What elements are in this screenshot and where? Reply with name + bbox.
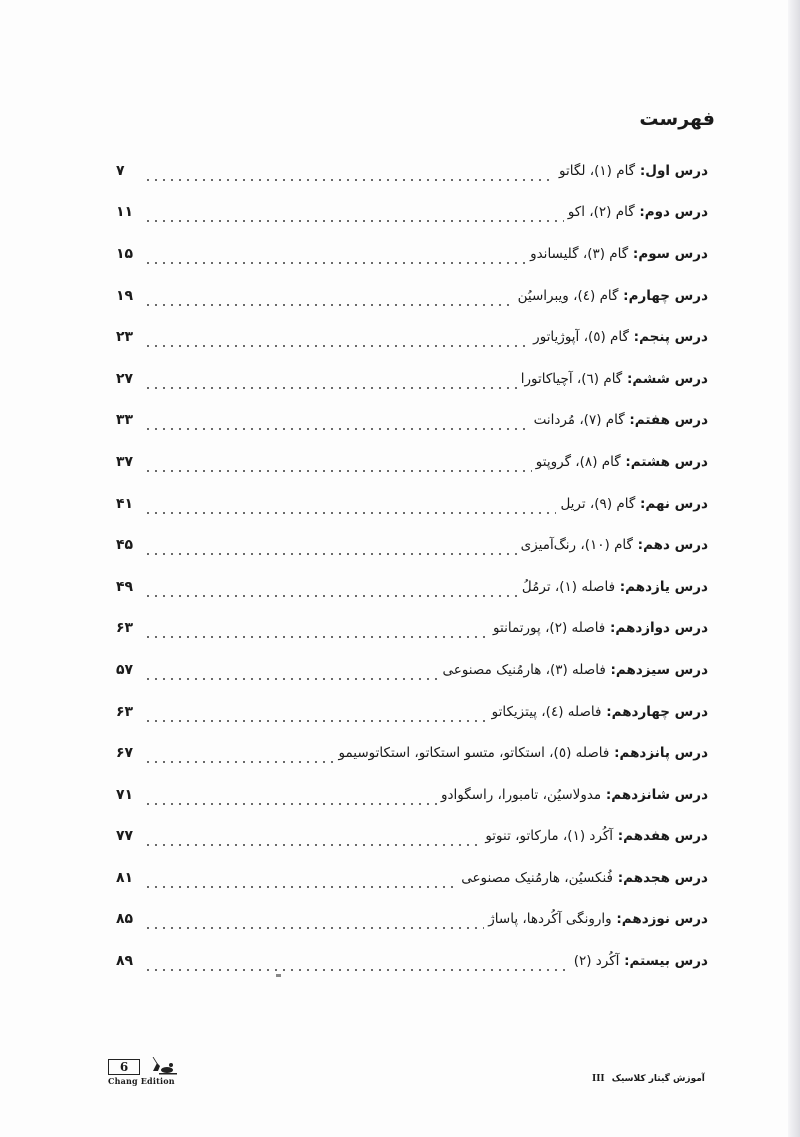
label-separator: : — [605, 661, 616, 678]
dot-leader — [144, 750, 335, 764]
toc-entry[interactable] — [116, 400, 708, 442]
toc-entry[interactable] — [116, 316, 708, 358]
entry-text — [461, 870, 708, 886]
binding-shadow — [788, 0, 800, 1137]
entry-text — [534, 412, 708, 428]
lesson-topic: گام (۱۰)، رنگ‌آمیزی — [520, 537, 633, 554]
label-separator: : — [634, 204, 645, 221]
lesson-topic: گام (٦)، آچیاکاتورا — [520, 370, 623, 387]
label-separator: : — [605, 620, 616, 637]
lesson-label: درس پانزدهم — [619, 745, 708, 762]
page-number: ۱۵ — [116, 245, 134, 262]
lesson-topic: گام (۱)، لگاتو — [559, 162, 636, 179]
label-separator: : — [609, 745, 620, 762]
lesson-label: درس دوازدهم — [615, 620, 708, 637]
toc-entry[interactable] — [116, 649, 708, 691]
page-number: ۸۹ — [116, 953, 134, 970]
toc-entry[interactable] — [116, 150, 708, 192]
label-separator: : — [611, 911, 622, 928]
dot-leader — [144, 334, 529, 348]
lesson-topic: گام (۹)، تریل — [560, 495, 636, 512]
toc-entry[interactable] — [116, 940, 708, 982]
lesson-topic: گام (۷)، مُردانت — [533, 412, 625, 429]
toc-entry[interactable] — [116, 691, 708, 733]
table-of-contents — [116, 150, 708, 982]
lesson-label: درس سیزدهم — [615, 661, 708, 678]
lesson-label: درس دوم — [644, 204, 708, 221]
page-number: ۵۷ — [116, 661, 134, 678]
page-number: ۳۳ — [116, 412, 134, 429]
lesson-topic: فاصله (۱)، ترمُلُ — [521, 578, 616, 595]
lesson-topic: گام (۸)، گروپتو — [535, 453, 621, 470]
lesson-topic: فاصله (۳)، هارمُنیک مصنوعی — [442, 661, 606, 678]
entry-text — [485, 828, 708, 844]
page-number: ۱۱ — [116, 204, 134, 221]
page-number: ۲۳ — [116, 329, 134, 346]
dot-leader — [144, 542, 517, 556]
toc-entry[interactable] — [116, 192, 708, 234]
lesson-label: درس دهم — [643, 537, 708, 554]
toc-entry[interactable] — [116, 441, 708, 483]
dot-leader — [144, 792, 437, 806]
page-number: ۶۷ — [116, 745, 134, 762]
guitarist-logo-icon — [147, 1057, 179, 1075]
page-number: ۱۹ — [116, 287, 134, 304]
toc-entry[interactable] — [116, 524, 708, 566]
lesson-topic: فُنکسیُن، هارمُنیک مصنوعی — [461, 869, 614, 886]
footer-page-number: 6 — [108, 1059, 140, 1075]
toc-entry[interactable] — [116, 899, 708, 941]
lesson-label: درس هفتم — [634, 412, 708, 429]
toc-entry[interactable] — [116, 233, 708, 275]
entry-text — [518, 288, 708, 304]
footer-book-title-block — [592, 1074, 705, 1084]
entry-text — [441, 787, 708, 803]
page-number: ۷۱ — [116, 786, 134, 803]
entry-text — [443, 662, 708, 678]
page-number: ۷ — [116, 162, 125, 179]
label-separator: : — [628, 245, 639, 262]
entry-text — [521, 537, 708, 553]
lesson-label: درس ششم — [632, 370, 708, 387]
page-number: ۸۵ — [116, 911, 134, 928]
label-separator: : — [635, 162, 646, 179]
dot-leader — [144, 251, 526, 265]
dot-leader — [144, 667, 439, 681]
toc-entry[interactable] — [116, 275, 708, 317]
label-separator: : — [620, 453, 631, 470]
entry-text — [492, 704, 708, 720]
toc-entry[interactable] — [116, 566, 708, 608]
lesson-topic: فاصله (٥)، استکاتو، متسو استکاتو، استکاتوسیمو — [338, 745, 610, 762]
toc-entry[interactable] — [116, 816, 708, 858]
label-separator: : — [628, 329, 640, 346]
dot-leader — [144, 833, 481, 847]
lesson-label: درس نهم — [645, 495, 708, 512]
label-separator: : — [624, 412, 635, 429]
entry-text — [568, 204, 708, 220]
page-number: ۴۹ — [116, 578, 134, 595]
entry-text — [574, 953, 708, 969]
lesson-label: درس شانزدهم — [611, 786, 708, 803]
lesson-topic: آکُرد (۲) — [573, 953, 620, 970]
publisher-name: Chang Edition — [108, 1076, 175, 1086]
toc-entry[interactable] — [116, 608, 708, 650]
page-number: ۴۵ — [116, 537, 134, 554]
lesson-label: درس هشتم — [630, 453, 708, 470]
label-separator: : — [613, 869, 624, 886]
stray-print-mark — [276, 974, 281, 977]
lesson-topic: مدولاسیُن، تامبورا، راسگوادو — [440, 786, 602, 803]
book-title: آموزش گیتار کلاسیک — [611, 1074, 705, 1084]
dot-leader — [144, 501, 556, 515]
toc-entry[interactable] — [116, 857, 708, 899]
toc-entry[interactable] — [116, 358, 708, 400]
page-title: فهرست — [639, 108, 715, 130]
entry-text — [533, 329, 708, 345]
label-separator: : — [615, 578, 626, 595]
lesson-topic: گام (۳)، گلیساندو — [530, 245, 629, 262]
entry-text — [560, 496, 708, 512]
lesson-topic: فاصله (٤)، پیتزیکاتو — [491, 703, 602, 720]
page-number: ۳۷ — [116, 453, 134, 470]
dot-leader — [144, 376, 517, 390]
lesson-topic: گام (۲)، اکو — [567, 204, 635, 221]
lesson-label: درس نوزدهم — [621, 911, 708, 928]
page-number: ۶۳ — [116, 620, 134, 637]
lesson-label: درس چهاردهم — [611, 703, 708, 720]
label-separator: : — [635, 495, 646, 512]
entry-text — [522, 579, 708, 595]
label-separator: : — [619, 953, 630, 970]
page-number: ۲۷ — [116, 370, 134, 387]
dot-leader — [144, 459, 532, 473]
entry-text — [488, 911, 708, 927]
entry-text — [339, 745, 709, 761]
dot-leader — [144, 168, 555, 182]
lesson-label: درس اول — [645, 162, 708, 179]
lesson-topic: وارونگی آکُردها، پاساژ — [488, 911, 612, 928]
label-separator: : — [618, 287, 629, 304]
entry-text — [493, 620, 708, 636]
volume-number: III — [592, 1074, 605, 1084]
lesson-topic: گام (٥)، آپوژیاتور — [533, 329, 629, 346]
toc-entry[interactable] — [116, 732, 708, 774]
lesson-label: درس بیستم — [629, 953, 708, 970]
label-separator: : — [622, 370, 633, 387]
lesson-topic: گام (٤)، ویبراسیُن — [517, 287, 619, 304]
lesson-topic: فاصله (۲)، پورتمانتو — [493, 620, 606, 637]
lesson-label: درس هفدهم — [623, 828, 708, 845]
toc-entry[interactable] — [116, 483, 708, 525]
dot-leader — [144, 209, 564, 223]
dot-leader — [144, 584, 518, 598]
toc-entry[interactable] — [116, 774, 708, 816]
footer-publisher-block — [108, 1056, 179, 1086]
page-number: ۸۱ — [116, 869, 134, 886]
entry-text — [521, 371, 708, 387]
label-separator: : — [601, 786, 612, 803]
lesson-label: درس چهارم — [628, 287, 708, 304]
page-number: ۷۷ — [116, 828, 134, 845]
dot-leader — [144, 958, 570, 972]
label-separator: : — [632, 537, 644, 554]
entry-text — [536, 454, 708, 470]
dot-leader — [144, 293, 514, 307]
dot-leader — [144, 916, 484, 930]
page-number: ۶۳ — [116, 703, 134, 720]
label-separator: : — [601, 703, 612, 720]
dot-leader — [144, 875, 457, 889]
page-number: ۴۱ — [116, 495, 134, 512]
entry-text — [530, 246, 708, 262]
lesson-label: درس یازدهم — [625, 578, 708, 595]
entry-text — [559, 163, 708, 179]
lesson-label: درس سوم — [638, 245, 708, 262]
lesson-label: درس پنجم — [639, 329, 708, 346]
dot-leader — [144, 417, 530, 431]
lesson-topic: آکُرد (۱)، مارکاتو، تنوتو — [485, 828, 614, 845]
dot-leader — [144, 709, 488, 723]
dot-leader — [144, 625, 489, 639]
label-separator: : — [613, 828, 624, 845]
lesson-label: درس هجدهم — [623, 869, 708, 886]
